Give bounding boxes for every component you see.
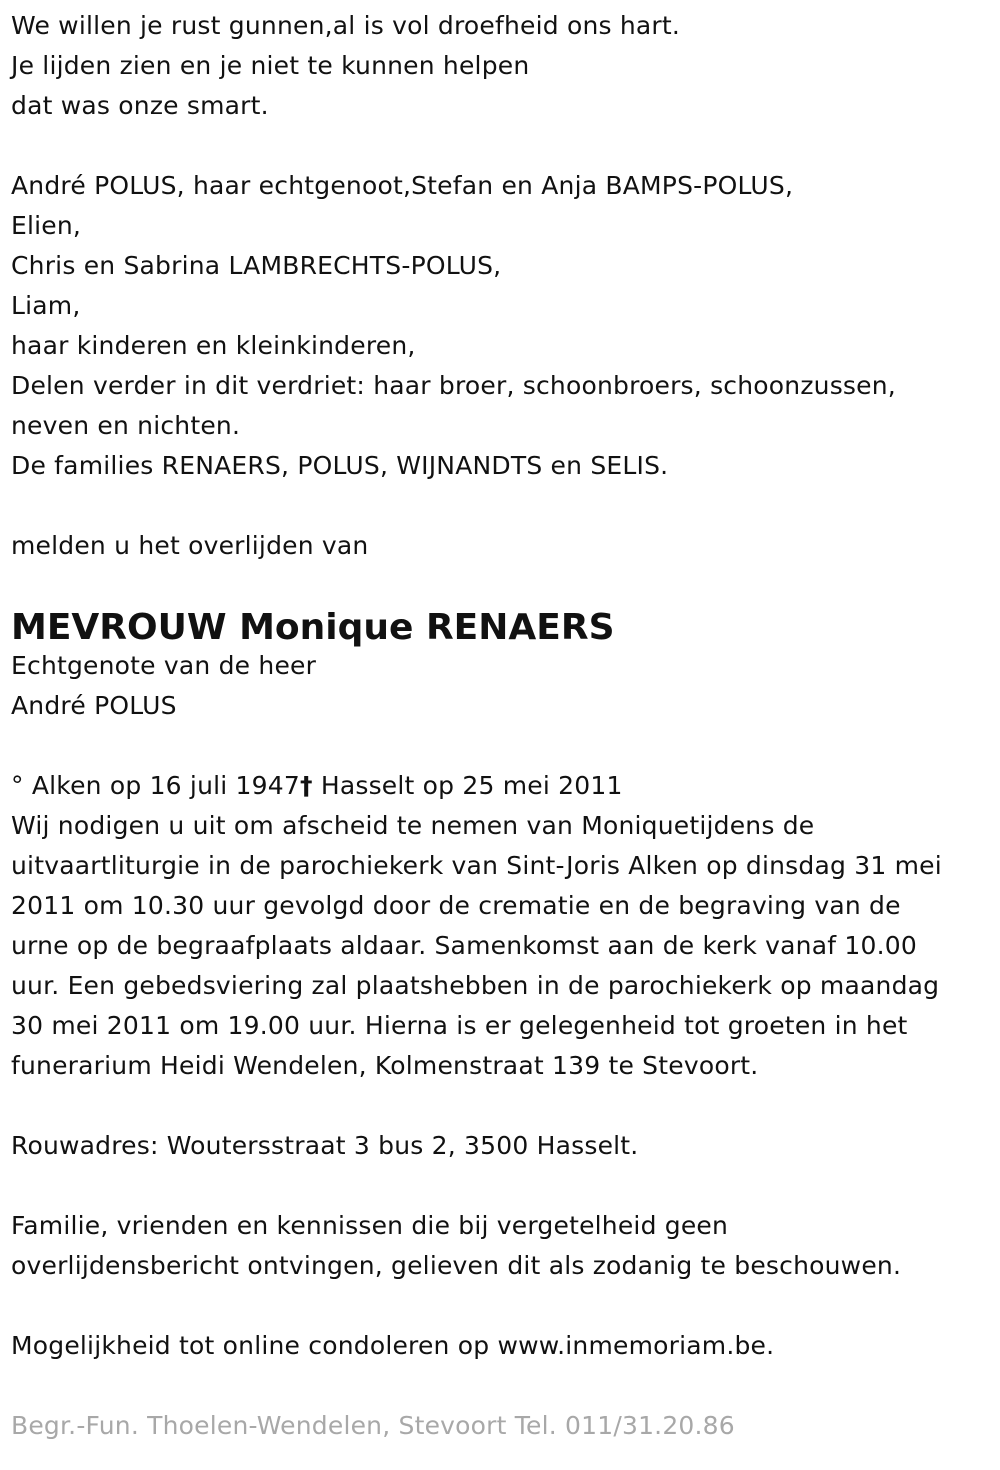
family-line: Chris en Sabrina LAMBRECHTS-POLUS, <box>11 251 502 280</box>
mourning-address: Rouwadres: Woutersstraat 3 bus 2, 3500 Hasselt. <box>11 1131 639 1160</box>
poem-line: dat was onze smart. <box>11 91 269 120</box>
obituary-page <box>11 6 986 1446</box>
spouse-name: André POLUS <box>11 691 177 720</box>
family-list <box>11 166 986 486</box>
family-line: haar kinderen en kleinkinderen, <box>11 331 416 360</box>
birth-date: ° Alken op 16 juli 1947 <box>11 771 300 800</box>
announce-text: melden u het overlijden van <box>11 531 369 560</box>
notice-line: Familie, vrienden en kennissen die bij vergetelheid geen <box>11 1211 729 1240</box>
family-line: Delen verder in dit verdriet: haar broer, schoonbroers, schoonzussen, <box>11 371 896 400</box>
family-line: Liam, <box>11 291 81 320</box>
ceremony-line: 30 mei 2011 om 19.00 uur. Hierna is er gelegenheid tot groeten in het <box>11 1011 908 1040</box>
family-line: neven en nichten. <box>11 411 241 440</box>
life-dates <box>11 766 986 806</box>
ceremony-line: uitvaartliturgie in de parochiekerk van Sint-Joris Alken op dinsdag 31 mei <box>11 851 942 880</box>
ceremony-line: 2011 om 10.30 uur gevolgd door de crematie en de begraving van de <box>11 891 901 920</box>
poem <box>11 6 986 126</box>
family-line: De families RENAERS, POLUS, WIJNANDTS en SELIS. <box>11 451 669 480</box>
funeral-home-footer: Begr.-Fun. Thoelen-Wendelen, Stevoort Tel. 011/31.20.86 <box>11 1411 735 1440</box>
ceremony-line: urne op de begraafplaats aldaar. Samenkomst aan de kerk vanaf 10.00 <box>11 931 917 960</box>
ceremony-line: Wij nodigen u uit om afscheid te nemen van Moniquetijdens de <box>11 811 815 840</box>
poem-line: Je lijden zien en je niet te kunnen helpen <box>11 51 530 80</box>
spouse-line: Echtgenote van de heer <box>11 651 317 680</box>
family-line: Elien, <box>11 211 82 240</box>
ceremony-line: funerarium Heidi Wendelen, Kolmenstraat 139 te Stevoort. <box>11 1051 759 1080</box>
ceremony-line: uur. Een gebedsviering zal plaatshebben in de parochiekerk op maandag <box>11 971 940 1000</box>
notice-paragraph <box>11 1206 986 1286</box>
deceased-name: MEVROUW Monique RENAERS <box>11 607 615 648</box>
cross-icon: † <box>299 771 313 800</box>
poem-line: We willen je rust gunnen,al is vol droefheid ons hart. <box>11 11 681 40</box>
ceremony-paragraph <box>11 806 986 1086</box>
online-condolence: Mogelijkheid tot online condoleren op www.inmemoriam.be. <box>11 1331 775 1360</box>
family-line: André POLUS, haar echtgenoot,Stefan en Anja BAMPS-POLUS, <box>11 171 794 200</box>
notice-line: overlijdensbericht ontvingen, gelieven dit als zodanig te beschouwen. <box>11 1251 902 1280</box>
death-date: Hasselt op 25 mei 2011 <box>312 771 623 800</box>
